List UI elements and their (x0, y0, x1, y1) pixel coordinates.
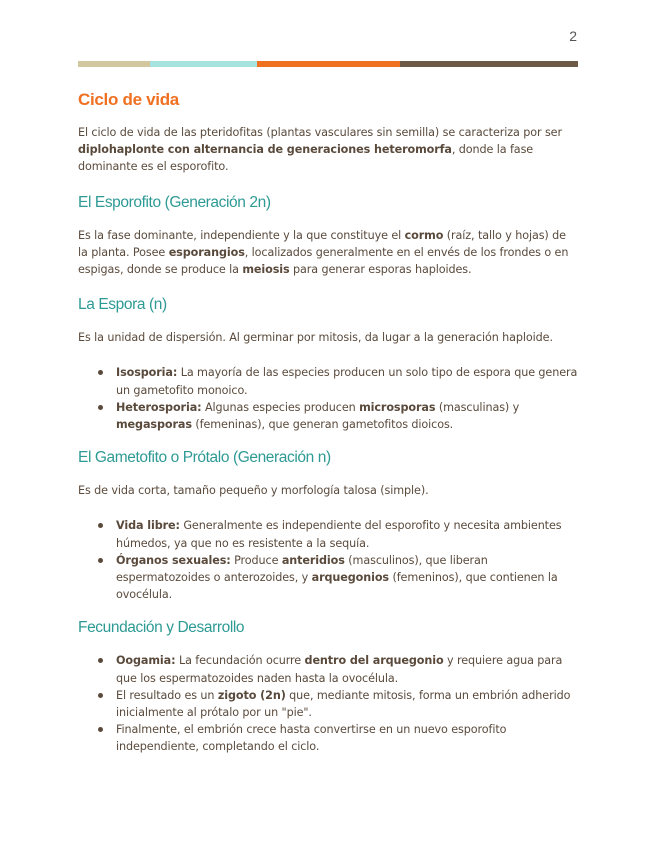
heading-espora: La Espora (n) (78, 296, 167, 314)
color-bar-segment-beige (78, 61, 150, 67)
fecundacion-list (78, 652, 578, 755)
color-bar-segment-brown (400, 61, 578, 67)
page-title: Ciclo de vida (78, 90, 179, 109)
gametofito-paragraph: Es de vida corta, tamaño pequeño y morfología talosa (simple). (78, 484, 429, 498)
list-item: Isosporia: La mayoría de las especies producen un solo tipo de espora que genera un gametofito monoico. (116, 364, 578, 398)
espora-paragraph: Es la unidad de dispersión. Al germinar por mitosis, da lugar a la generación haploide. (78, 331, 553, 345)
list-item: El resultado es un zigoto (2n) que, mediante mitosis, forma un embrión adherido inicialmente al prótalo por un "pie". (116, 687, 578, 721)
list-item: Oogamia: La fecundación ocurre dentro del arquegonio y requiere agua para que los espermatozoides naden hasta la ovocélula. (116, 652, 578, 686)
color-bar-segment-aqua (150, 61, 257, 67)
list-item: Finalmente, el embrión crece hasta convertirse en un nuevo esporofito independiente, completando el ciclo. (116, 721, 578, 755)
color-bar-segment-orange (257, 61, 400, 67)
heading-fecundacion: Fecundación y Desarrollo (78, 619, 245, 637)
decorative-color-bar (78, 61, 578, 67)
document-body (78, 90, 578, 772)
page-number: 2 (569, 28, 577, 44)
list-item: Heterosporia: Algunas especies producen microsporas (masculinas) y megasporas (femeninas), que generan gametofitos dioicos. (116, 399, 578, 433)
esporofito-paragraph: Es la fase dominante, independiente y la que constituye el cormo (raíz, tallo y hojas) de la planta. Posee esporangios, localizados generalmente en el envés de los frondes o en espigas, donde se produce la meiosis para generar esporas haploides. (78, 228, 569, 277)
list-item: Órganos sexuales: Produce anteridios (masculinos), que liberan espermatozoides o anterozoides, y arquegonios (femeninos), que contienen la ovocélula. (116, 552, 578, 604)
heading-gametofito: El Gametofito o Prótalo (Generación n) (78, 449, 331, 467)
intro-paragraph: El ciclo de vida de las pteridofitas (plantas vasculares sin semilla) se caracteriza por ser diplohaplonte con alternancia de generaciones heteromorfa, donde la fase dominante es el esporofito. (78, 126, 562, 174)
heading-esporofito: El Esporofito (Generación 2n) (78, 193, 271, 211)
list-item: Vida libre: Generalmente es independiente del esporofito y necesita ambientes húmedos, ya que no es resistente a la sequía. (116, 517, 578, 551)
espora-list (78, 364, 578, 433)
gametofito-list (78, 517, 578, 603)
